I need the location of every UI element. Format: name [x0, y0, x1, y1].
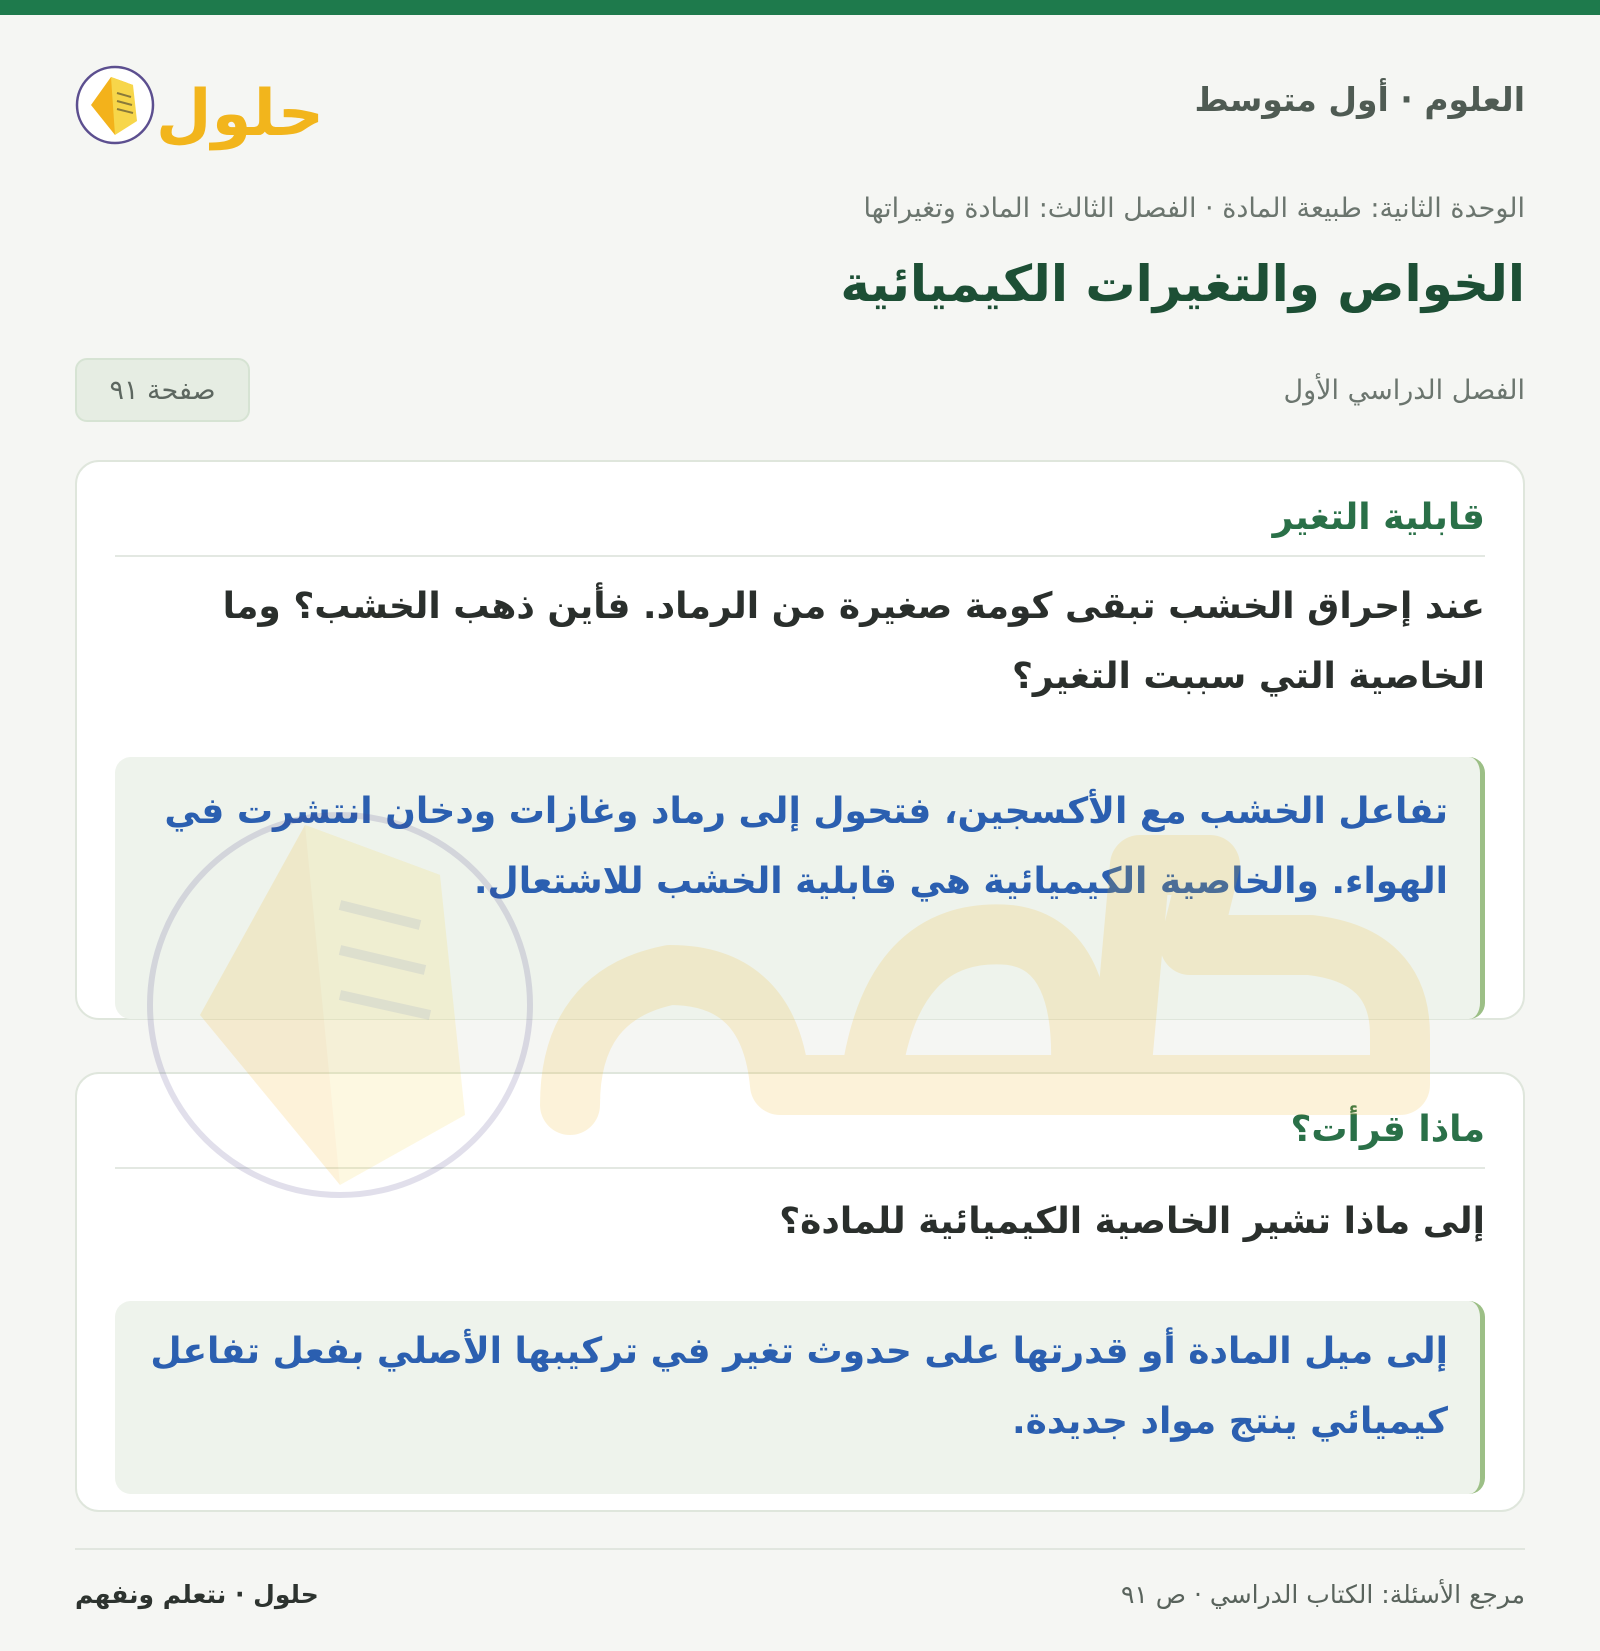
- page-title: الخواص والتغيرات الكيميائية: [840, 255, 1525, 313]
- header: [75, 55, 1525, 155]
- footer-brand: حلول · نتعلم ونفهم: [75, 1580, 319, 1609]
- section-heading: ماذا قرأت؟: [1290, 1109, 1485, 1150]
- question-text: عند إحراق الخشب تبقى كومة صغيرة من الرماد. فأين ذهب الخشب؟ وما الخاصية التي سببت التغير؟: [222, 586, 1485, 697]
- answer-box: [115, 1301, 1485, 1494]
- question-card-1: [75, 460, 1525, 1020]
- question-text: إلى ماذا تشير الخاصية الكيميائية للمادة؟: [779, 1201, 1485, 1242]
- semester-label: الفصل الدراسي الأول: [1283, 375, 1525, 406]
- question-card-2: [75, 1072, 1525, 1512]
- logo-text: حلول: [156, 77, 324, 151]
- breadcrumb: الوحدة الثانية: طبيعة المادة · الفصل الثالث: المادة وتغيراتها: [863, 193, 1525, 224]
- card-header: [115, 1104, 1485, 1169]
- answer-text: تفاعل الخشب مع الأكسجين، فتحول إلى رماد وغازات ودخان انتشرت في الهواء. والخاصية الكيميائية هي قابلية الخشب للاشتعال.: [164, 791, 1448, 902]
- site-logo[interactable]: [75, 55, 335, 155]
- top-accent-bar: [0, 0, 1600, 15]
- card-header: [115, 492, 1485, 557]
- footer-reference: مرجع الأسئلة: الكتاب الدراسي · ص ٩١: [1120, 1580, 1525, 1609]
- answer-box: [115, 757, 1485, 1019]
- page: [75, 15, 1525, 1651]
- page-number-badge: صفحة ٩١: [75, 358, 250, 422]
- answer-text: إلى ميل المادة أو قدرتها على حدوث تغير في تركيبها الأصلي بفعل تفاعل كيميائي ينتج مواد جديدة.: [150, 1331, 1448, 1442]
- subject-label: العلوم · أول متوسط: [1194, 80, 1525, 119]
- footer-divider: [75, 1548, 1525, 1550]
- section-heading: قابلية التغير: [1272, 497, 1485, 538]
